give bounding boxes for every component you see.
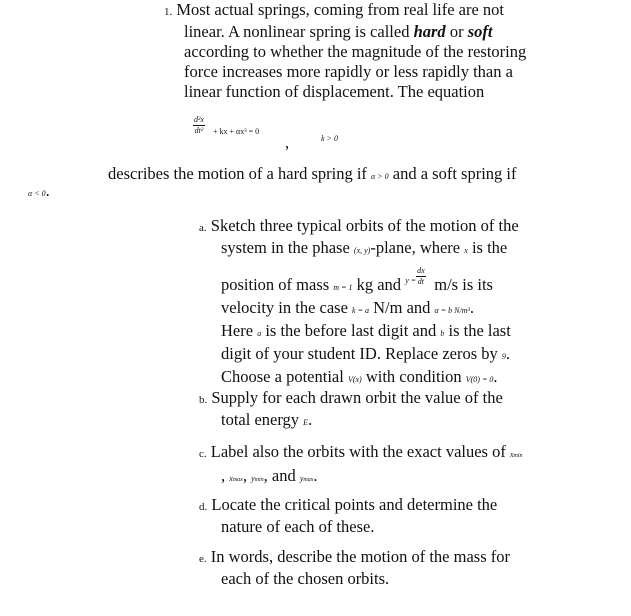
part-c-text-2b: , bbox=[242, 466, 252, 485]
intro-line-4: force increases more rapidly or less rapidly than a bbox=[184, 62, 513, 81]
part-a-line-7 bbox=[199, 367, 519, 390]
dxdt-fraction bbox=[416, 266, 430, 290]
part-a-text-4a: velocity in the case bbox=[221, 298, 353, 317]
intro-line-2 bbox=[164, 22, 526, 42]
equation-fraction bbox=[193, 115, 205, 136]
y-symbol: y = bbox=[405, 276, 417, 285]
describes-text: describes the motion of a hard spring if bbox=[108, 164, 372, 183]
b-symbol: b bbox=[440, 329, 445, 338]
hard-condition: α > 0 bbox=[371, 172, 389, 181]
problem-intro bbox=[164, 0, 526, 102]
part-d-line-1 bbox=[199, 495, 497, 517]
equation-comma: , bbox=[285, 133, 290, 152]
intro-line-3: according to whether the magnitude of the restoring bbox=[184, 42, 527, 61]
part-c-text-2c: , and bbox=[263, 466, 300, 485]
soft-condition: α < 0 bbox=[28, 189, 46, 198]
part-d bbox=[199, 495, 497, 537]
ymin-subscript: min bbox=[254, 477, 264, 483]
intro-or: or bbox=[445, 22, 468, 41]
part-d-text-2: nature of each of these. bbox=[221, 517, 375, 536]
part-a-text-4c: . bbox=[469, 298, 475, 317]
part-b-text-2a: total energy bbox=[221, 410, 304, 429]
part-c-text-2d: . bbox=[313, 466, 318, 485]
part-a-text-7b: with condition bbox=[361, 367, 466, 386]
nine-symbol: 9 bbox=[501, 352, 506, 361]
part-a-text-3c: m/s is its bbox=[430, 275, 493, 294]
ymax-subscript: max bbox=[303, 477, 314, 483]
a-symbol: a bbox=[257, 329, 262, 338]
describes-text-2: and a soft spring if bbox=[388, 164, 517, 183]
potential-symbol: V(x) bbox=[347, 375, 362, 384]
part-d-label: d. bbox=[199, 501, 208, 513]
part-a-text-2c: is the bbox=[467, 238, 508, 257]
part-a-text-7d: . bbox=[493, 367, 498, 386]
equation-terms: + kx + αx³ = 0 bbox=[213, 127, 260, 136]
part-a-line-2 bbox=[199, 238, 519, 261]
xmax-subscript: max bbox=[232, 477, 243, 483]
part-c-line-2 bbox=[199, 466, 523, 490]
ymax-symbol: y bbox=[299, 474, 304, 483]
equation bbox=[193, 115, 373, 155]
part-a bbox=[199, 216, 519, 390]
part-c-text-1: Label also the orbits with the exact values of bbox=[210, 442, 510, 461]
intro-line-1 bbox=[164, 0, 526, 22]
describes-line bbox=[108, 164, 517, 187]
part-a-line-3 bbox=[199, 266, 519, 298]
part-e-text-1: In words, describe the motion of the mass for bbox=[210, 547, 510, 566]
intro-line-5: linear function of displacement. The equation bbox=[184, 82, 485, 101]
part-a-text-5a: Here bbox=[221, 321, 258, 340]
mass-symbol: m = 1 bbox=[333, 283, 353, 292]
part-a-text-5c: is the last bbox=[444, 321, 511, 340]
part-b-line-2 bbox=[199, 410, 503, 433]
part-d-text-1: Locate the critical points and determine the bbox=[211, 495, 498, 514]
part-a-text-6b: . bbox=[505, 344, 511, 363]
k-value: k = a bbox=[352, 306, 369, 315]
energy-symbol: E bbox=[303, 418, 309, 427]
xmin-symbol: x bbox=[509, 450, 514, 459]
part-e bbox=[199, 547, 510, 589]
part-a-text-1: Sketch three typical orbits of the motion of the bbox=[210, 216, 519, 235]
part-b bbox=[199, 388, 503, 433]
part-a-line-4 bbox=[199, 298, 519, 321]
problem-number: 1. bbox=[164, 6, 173, 18]
part-e-text-2: each of the chosen orbits. bbox=[221, 569, 390, 588]
part-a-text-3b: kg and bbox=[352, 275, 406, 294]
intro-text-1: Most actual springs, coming from real life are not bbox=[176, 0, 504, 19]
part-b-text-2b: . bbox=[308, 410, 313, 429]
equation-numerator: d²x bbox=[194, 115, 204, 124]
dxdt-numerator: dx bbox=[417, 266, 425, 275]
part-b-text-1: Supply for each drawn orbit the value of the bbox=[211, 388, 503, 407]
part-a-label: a. bbox=[199, 222, 207, 234]
equation-denominator: dt² bbox=[194, 126, 204, 135]
describes-line-2 bbox=[28, 181, 50, 204]
part-b-label: b. bbox=[199, 394, 208, 406]
xmin-subscript: min bbox=[513, 453, 523, 459]
term-soft: soft bbox=[467, 22, 493, 41]
potential-condition: V(0) = 0 bbox=[465, 375, 494, 384]
part-a-text-3a: position of mass bbox=[221, 275, 334, 294]
phase-plane-symbol: (x, y) bbox=[353, 246, 371, 255]
equation-condition: k > 0 bbox=[321, 134, 338, 143]
term-hard: hard bbox=[413, 22, 446, 41]
part-c-line-1 bbox=[199, 442, 523, 466]
ymin-symbol: y bbox=[251, 474, 255, 483]
x-symbol: x bbox=[464, 246, 468, 255]
part-e-line-1 bbox=[199, 547, 510, 569]
part-a-text-2b: -plane, where bbox=[370, 238, 465, 257]
alpha-value: α = b N/m³ bbox=[434, 306, 470, 315]
part-a-line-6 bbox=[199, 344, 519, 367]
part-a-text-6a: digit of your student ID. Replace zeros by bbox=[221, 344, 502, 363]
part-c-text-2a: , bbox=[221, 466, 230, 485]
xmax-symbol: x bbox=[229, 474, 233, 483]
part-a-text-7a: Choose a potential bbox=[221, 367, 348, 386]
describes-end: . bbox=[45, 181, 50, 200]
part-c bbox=[199, 442, 523, 490]
part-a-line-5 bbox=[199, 321, 519, 344]
part-a-text-2a: system in the phase bbox=[221, 238, 354, 257]
part-e-label: e. bbox=[199, 553, 207, 565]
intro-text-2: linear. A nonlinear spring is called bbox=[184, 22, 414, 41]
part-c-label: c. bbox=[199, 448, 207, 460]
part-a-text-5b: is the before last digit and bbox=[261, 321, 441, 340]
part-a-text-4b: N/m and bbox=[369, 298, 435, 317]
part-a-line-1 bbox=[199, 216, 519, 238]
dxdt-denominator: dt bbox=[417, 277, 425, 286]
part-b-line-1 bbox=[199, 388, 503, 410]
